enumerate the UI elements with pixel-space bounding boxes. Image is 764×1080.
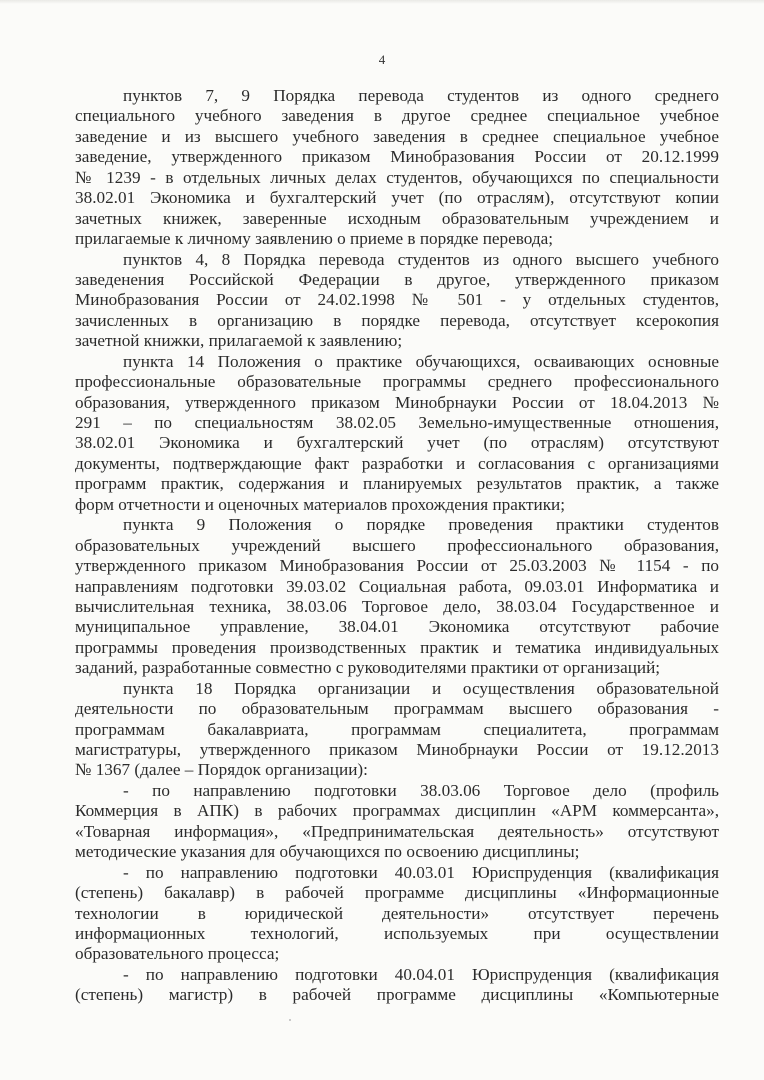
text-line: заведенения Российской Федерации в другое, утвержденного приказом — [75, 269, 719, 289]
text-line: зачисленных в организацию в порядке перевода, отсутствует ксерокопия — [75, 310, 719, 330]
text-line: магистратуры, утвержденного приказом Минобрнауки России от 19.12.2013 — [75, 740, 719, 759]
text-line: - по направлению подготовки 40.04.01 Юриспруденция (квалификация — [123, 964, 719, 984]
text-line: «Товарная информация», «Предпринимательская деятельность» отсутствуют — [75, 821, 719, 841]
text-line: (степень) бакалавр) в рабочей программе дисциплины «Информационные — [75, 883, 719, 903]
text-line: пункта 18 Порядка организации и осуществления образовательной — [123, 678, 719, 698]
text-line: программам бакалавриата, программам специалитета, программам — [75, 719, 719, 739]
text-line: заведение, утвержденного приказом Минобразования России от 20.12.1999 — [75, 147, 719, 167]
scan-speck — [289, 1019, 291, 1021]
text-line: Минобразования России от 24.02.1998 № 501 - у отдельных студентов, — [75, 290, 719, 310]
text-line: (степень) магистр) в рабочей программе дисциплины «Компьютерные — [75, 985, 719, 1005]
text-line: программ практик, содержания и планируемых результатов практик, а также — [75, 474, 719, 494]
text-line: технологии в юридической деятельности» отсутствует перечень — [75, 903, 719, 923]
text-line: пункта 9 Положения о порядке проведения практики студентов — [123, 515, 719, 535]
text-line: прилагаемые к личному заявлению о приеме в порядке перевода; — [75, 229, 554, 249]
text-line: - по направлению подготовки 40.03.01 Юриспруденция (квалификация — [123, 862, 719, 882]
text-line: заданий, разработанные совместно с руководителями практики от организаций; — [75, 658, 661, 678]
text-line: заведение и из высшего учебного заведения в среднее специальное учебное — [75, 126, 719, 146]
text-line: пункта 14 Положения о практике обучающихся, осваивающих основные — [123, 351, 719, 371]
text-line: вычислительная техника, 38.03.06 Торговое дело, 38.03.04 Государственное и — [75, 596, 719, 616]
text-line: пунктов 4, 8 Порядка перевода студентов из одного высшего учебного — [123, 249, 719, 269]
text-line: Коммерция в АПК) в рабочих программах дисциплин «АРМ коммерсанта», — [75, 801, 719, 821]
text-line: № 1239 - в отдельных личных делах студентов, обучающихся по специальности — [75, 167, 719, 187]
text-line: утвержденного приказом Минобразования России от 25.03.2003 № 1154 - по — [75, 556, 719, 576]
text-line: образовательного процесса; — [75, 944, 280, 964]
text-line: форм отчетности и оценочных материалов прохождения практики; — [75, 494, 566, 514]
text-line: пунктов 7, 9 Порядка перевода студентов из одного среднего — [123, 86, 719, 105]
text-line: - по направлению подготовки 38.03.06 Торговое дело (профиль — [123, 780, 719, 800]
text-line: муниципальное управление, 38.04.01 Экономика отсутствуют рабочие — [75, 617, 719, 637]
scan-edge — [0, 0, 764, 4]
text-line: 38.02.01 Экономика и бухгалтерский учет (по отраслям) отсутствуют — [75, 433, 719, 453]
text-line: методические указания для обучающихся по освоению дисциплины; — [75, 842, 580, 862]
text-line: образовательных учреждений высшего профессионального образования, — [75, 535, 719, 555]
text-line: зачетных книжек, заверенные исходным образовательным учреждением и — [75, 208, 719, 228]
page-number: 4 — [378, 52, 386, 67]
text-line: программы проведения производственных практик и тематика индивидуальных — [75, 637, 719, 657]
text-line: 291 – по специальностям 38.02.05 Земельно-имущественные отношения, — [75, 413, 719, 432]
document-body — [75, 86, 719, 1006]
text-line: информационных технологий, используемых при осуществлении — [75, 923, 719, 943]
text-line: 38.02.01 Экономика и бухгалтерский учет (по отраслям), отсутствуют копии — [75, 188, 719, 208]
text-line: зачетной книжки, прилагаемой к заявлению; — [75, 331, 403, 351]
text-line: деятельности по образовательным программам высшего образования - — [75, 699, 719, 719]
text-line: документы, подтверждающие факт разработки и согласования с организациями — [75, 453, 719, 473]
text-line: профессиональные образовательные программы среднего профессионального — [75, 372, 719, 392]
text-line: образования, утвержденного приказом Минобрнауки России от 18.04.2013 № — [75, 392, 719, 412]
text-line: специального учебного заведения в другое среднее специальное учебное — [75, 106, 719, 126]
text-line: направлениям подготовки 39.03.02 Социальная работа, 09.03.01 Информатика и — [75, 576, 719, 596]
text-line: № 1367 (далее – Порядок организации): — [75, 760, 368, 780]
